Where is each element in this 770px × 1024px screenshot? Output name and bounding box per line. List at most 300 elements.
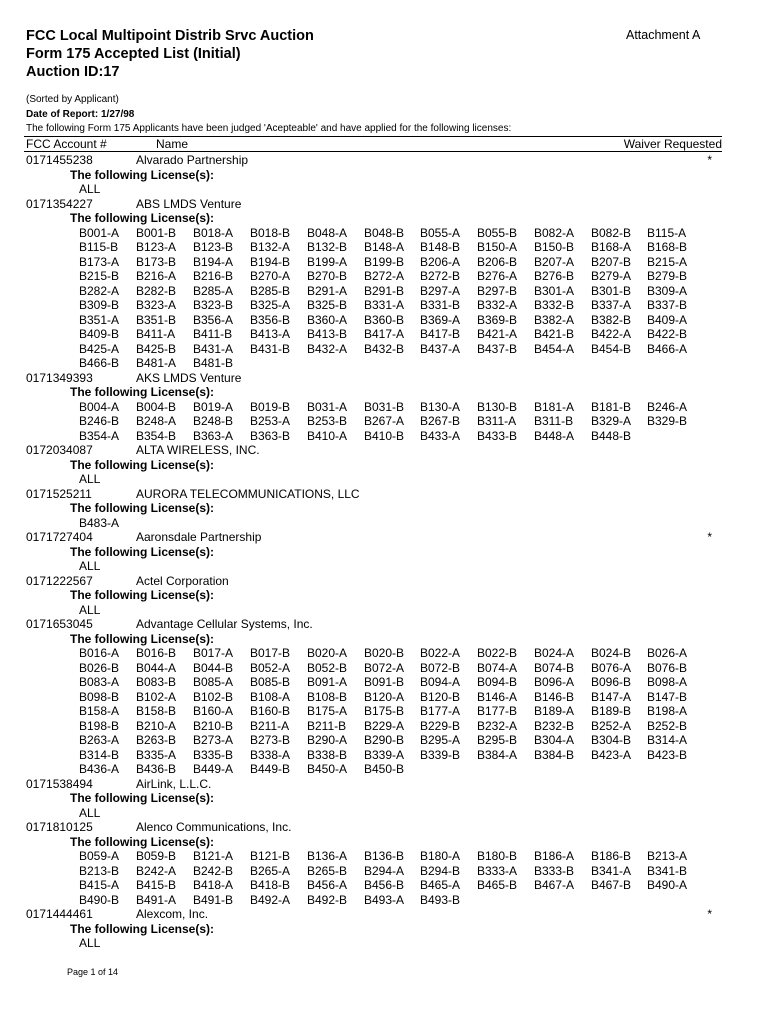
license-code: B341-A	[591, 863, 632, 878]
license-code: B360-A	[307, 312, 348, 327]
license-code: B490-A	[647, 878, 688, 892]
license-row	[26, 226, 722, 241]
applicant-row	[26, 197, 722, 212]
license-code: B177-B	[477, 704, 518, 718]
license-code: B181-B	[591, 399, 632, 414]
license-code: B331-A	[364, 298, 405, 312]
following-licenses-label: The following License(s):	[70, 457, 215, 472]
applicant-name: Actel Corporation	[136, 573, 229, 588]
license-code: B102-B	[193, 689, 234, 704]
license-row	[26, 806, 722, 821]
column-name: Name	[156, 137, 189, 151]
following-licenses-label: The following License(s):	[70, 167, 215, 182]
license-code: B431-A	[193, 341, 234, 356]
license-code: B211-A	[250, 718, 290, 733]
license-row	[26, 414, 722, 429]
license-code: B337-A	[591, 298, 632, 312]
license-code: B356-A	[193, 312, 234, 327]
license-code: B150-B	[534, 240, 575, 254]
license-code: B425-A	[79, 341, 120, 356]
license-code: B291-A	[307, 283, 348, 298]
license-code: B017-B	[250, 646, 291, 660]
license-code: B147-B	[647, 689, 688, 704]
following-licenses-row	[26, 458, 722, 473]
license-code: B044-B	[193, 660, 234, 675]
license-code: B136-A	[307, 849, 348, 863]
license-code: B022-A	[420, 646, 461, 660]
license-code: B490-B	[79, 892, 120, 907]
license-code: B436-B	[136, 762, 177, 776]
license-code: B232-A	[477, 718, 518, 733]
license-code: B363-B	[250, 428, 291, 443]
license-code: B270-A	[250, 269, 291, 283]
license-code: B026-A	[647, 646, 688, 660]
license-code: B232-B	[534, 718, 575, 733]
license-code: B177-A	[420, 704, 461, 718]
following-licenses-row	[26, 211, 722, 226]
license-code: B290-B	[364, 733, 405, 747]
license-code: B108-A	[250, 689, 291, 704]
following-licenses-label: The following License(s):	[70, 834, 215, 849]
license-code: B466-B	[79, 356, 120, 370]
license-code: B186-A	[534, 849, 575, 863]
license-code: B301-B	[591, 283, 632, 298]
applicant-name: ALTA WIRELESS, INC.	[136, 443, 260, 457]
following-licenses-row	[26, 632, 722, 647]
license-code: B311-B	[534, 414, 574, 428]
license-code: B304-B	[591, 733, 632, 747]
title-line-3: Auction ID:17	[26, 64, 120, 80]
license-row	[26, 313, 722, 328]
license-code: B276-A	[477, 269, 518, 283]
license-code: B291-B	[364, 283, 405, 298]
license-code: B425-B	[136, 341, 177, 356]
license-code: B016-A	[79, 646, 120, 660]
license-code: B198-A	[647, 704, 688, 718]
license-row	[26, 182, 722, 197]
license-row	[26, 690, 722, 705]
license-code: B339-B	[420, 747, 461, 762]
license-code: B448-A	[534, 428, 575, 443]
license-code: B160-A	[193, 704, 234, 718]
license-code: B194-B	[250, 254, 291, 269]
license-code: B098-A	[647, 675, 688, 689]
license-code: B418-B	[250, 878, 291, 892]
fcc-account-number: 0172034087	[26, 443, 93, 457]
license-code: B335-B	[193, 747, 234, 762]
header-rule-top	[24, 136, 722, 137]
license-code: B148-A	[364, 240, 405, 254]
waiver-requested-mark: *	[707, 907, 712, 921]
license-code: B130-A	[420, 399, 461, 414]
license-code: B301-A	[534, 283, 575, 298]
license-code: B411-A	[136, 327, 176, 341]
license-row	[26, 356, 722, 371]
license-row	[26, 661, 722, 676]
license-code: B213-A	[647, 849, 688, 863]
license-code: B421-B	[534, 327, 575, 341]
license-code: B415-A	[79, 878, 120, 892]
license-code: B148-B	[420, 240, 461, 254]
license-code: B437-B	[477, 341, 518, 356]
license-code: B369-A	[420, 312, 461, 327]
following-licenses-label: The following License(s):	[70, 544, 215, 559]
license-code: B123-A	[136, 240, 177, 254]
report-description: The following Form 175 Applicants have been judged 'Acepteable' and have applied for the following licenses:	[26, 123, 512, 134]
license-row	[26, 240, 722, 255]
license-row	[26, 327, 722, 342]
license-code: B325-B	[307, 298, 348, 312]
fcc-account-number: 0171810125	[26, 820, 93, 834]
license-code: ALL	[79, 472, 101, 486]
license-code: B229-B	[420, 718, 461, 733]
license-code: B432-A	[307, 341, 348, 356]
license-code: B253-B	[307, 414, 348, 428]
applicant-name: Alenco Communications, Inc.	[136, 820, 292, 834]
license-code: B146-B	[534, 689, 575, 704]
license-code: B108-B	[307, 689, 348, 704]
license-code: B433-A	[420, 428, 461, 443]
license-code: B246-A	[647, 399, 688, 414]
license-code: B297-A	[420, 283, 461, 298]
license-code: B004-A	[79, 399, 120, 414]
fcc-account-number: 0171653045	[26, 617, 93, 631]
license-code: B493-B	[420, 892, 461, 907]
license-code: B072-B	[420, 660, 461, 675]
applicant-row	[26, 530, 722, 545]
license-code: B437-A	[420, 341, 461, 356]
license-code: B048-A	[307, 225, 348, 240]
license-code: B456-B	[364, 878, 405, 892]
sort-note: (Sorted by Applicant)	[26, 94, 119, 105]
license-code: B422-A	[591, 327, 632, 341]
date-of-report: Date of Report: 1/27/98	[26, 109, 135, 120]
license-code: B216-B	[193, 269, 234, 283]
license-code: B263-A	[79, 733, 120, 747]
license-code: B481-B	[193, 356, 234, 370]
applicant-row	[26, 371, 722, 386]
license-code: B146-A	[477, 689, 518, 704]
license-code: B242-B	[193, 863, 234, 878]
license-code: B323-A	[136, 298, 177, 312]
license-code: B252-A	[591, 718, 632, 733]
license-code: B481-A	[136, 356, 177, 370]
license-code: B335-A	[136, 747, 177, 762]
fcc-account-number: 0171349393	[26, 370, 93, 385]
license-code: B206-A	[420, 254, 461, 269]
applicant-name: Advantage Cellular Systems, Inc.	[136, 617, 313, 631]
license-code: B332-B	[534, 298, 575, 312]
applicant-name: AirLink, L.L.C.	[136, 776, 212, 791]
following-licenses-row	[26, 168, 722, 183]
license-row	[26, 429, 722, 444]
license-code: B168-A	[591, 240, 632, 254]
license-code: B339-A	[364, 747, 405, 762]
license-code: ALL	[79, 936, 101, 950]
waiver-requested-mark: *	[707, 153, 712, 167]
license-code: B356-B	[250, 312, 291, 327]
license-code: B055-A	[420, 225, 461, 240]
license-code: B351-A	[79, 312, 120, 327]
license-row	[26, 516, 722, 531]
license-code: B210-A	[136, 718, 177, 733]
fcc-account-number: 0171455238	[26, 153, 93, 167]
license-code: B314-B	[79, 747, 120, 762]
license-code: B019-A	[193, 399, 234, 414]
license-code: B120-A	[364, 689, 405, 704]
applicant-row	[26, 617, 722, 632]
license-code: B413-B	[307, 327, 348, 341]
license-code: B074-B	[534, 660, 575, 675]
following-licenses-row	[26, 835, 722, 850]
license-code: B019-B	[250, 399, 291, 414]
license-code: B263-B	[136, 733, 177, 747]
license-code: B160-B	[250, 704, 291, 718]
title-line-1: FCC Local Multipoint Distrib Srvc Auction	[26, 28, 314, 44]
following-licenses-row	[26, 501, 722, 516]
license-code: B158-B	[136, 704, 177, 718]
applicant-name: Alvarado Partnership	[136, 153, 249, 167]
license-code: B294-B	[420, 863, 461, 878]
applicant-name: ABS LMDS Venture	[136, 196, 242, 211]
applicant-row	[26, 153, 722, 168]
license-code: B421-A	[477, 327, 518, 341]
license-code: B410-A	[307, 428, 348, 443]
license-code: B085-A	[193, 675, 234, 689]
license-code: B094-B	[477, 675, 518, 689]
license-code: B338-A	[250, 747, 291, 762]
following-licenses-label: The following License(s):	[70, 211, 215, 225]
license-code: B083-B	[136, 675, 177, 689]
license-code: B115-B	[79, 240, 119, 254]
page-footer: Page 1 of 14	[67, 967, 119, 977]
license-code: B265-A	[250, 863, 291, 878]
license-row	[26, 762, 722, 777]
license-code: B082-A	[534, 225, 575, 240]
license-code: B150-A	[477, 240, 518, 254]
license-code: B020-B	[364, 646, 405, 660]
license-code: B309-B	[79, 298, 120, 312]
license-code: B121-B	[250, 849, 291, 863]
license-code: B265-B	[307, 863, 348, 878]
license-code: B369-B	[477, 312, 518, 327]
license-code: B246-B	[79, 414, 120, 428]
following-licenses-label: The following License(s):	[70, 588, 215, 602]
following-licenses-label: The following License(s):	[70, 791, 215, 805]
license-code: B294-A	[364, 863, 405, 878]
license-code: B338-B	[307, 747, 348, 762]
license-row	[26, 269, 722, 284]
license-code: B409-B	[79, 327, 120, 341]
license-code: B417-A	[364, 327, 405, 341]
license-row	[26, 400, 722, 415]
license-code: B354-B	[136, 428, 177, 443]
license-code: B309-A	[647, 283, 688, 298]
license-row	[26, 936, 722, 951]
license-row	[26, 748, 722, 763]
license-code: B282-B	[136, 283, 177, 298]
license-code: B076-B	[647, 660, 688, 675]
license-row	[26, 878, 722, 893]
applicant-row	[26, 443, 722, 458]
license-code: B433-B	[477, 428, 518, 443]
license-code: B491-B	[193, 892, 234, 907]
license-code: B130-B	[477, 399, 518, 414]
license-code: B311-A	[477, 414, 517, 428]
column-waiver: Waiver Requested	[623, 137, 722, 151]
report-title	[26, 27, 314, 81]
following-licenses-label: The following License(s):	[70, 631, 215, 646]
license-code: B175-B	[364, 704, 405, 718]
license-code: B432-B	[364, 341, 405, 356]
license-code: B173-B	[136, 254, 177, 269]
license-code: B360-B	[364, 312, 405, 327]
license-code: B467-B	[591, 878, 632, 892]
license-code: B044-A	[136, 660, 177, 675]
license-code: B001-B	[136, 225, 177, 240]
license-code: B096-A	[534, 675, 575, 689]
license-row	[26, 284, 722, 299]
license-code: B417-B	[420, 327, 461, 341]
license-code: B004-B	[136, 399, 177, 414]
license-code: B290-A	[307, 733, 348, 747]
license-code: B285-A	[193, 283, 234, 298]
license-code: B229-A	[364, 718, 405, 733]
license-code: B354-A	[79, 428, 120, 443]
license-code: B329-A	[591, 414, 632, 428]
license-code: B158-A	[79, 704, 120, 718]
license-code: B052-B	[307, 660, 348, 675]
license-code: B115-A	[647, 225, 687, 240]
license-code: ALL	[79, 559, 101, 573]
license-code: B466-A	[647, 341, 688, 356]
license-row	[26, 733, 722, 748]
column-account: FCC Account #	[26, 137, 107, 151]
license-code: B180-A	[420, 849, 461, 863]
license-code: B189-A	[534, 704, 575, 718]
license-row	[26, 603, 722, 618]
license-code: B332-A	[477, 298, 518, 312]
license-code: B450-B	[364, 762, 405, 776]
license-row	[26, 893, 722, 908]
license-code: B409-A	[647, 312, 688, 327]
license-code: B242-A	[136, 863, 177, 878]
license-code: B323-B	[193, 298, 234, 312]
license-code: B022-B	[477, 646, 518, 660]
fcc-account-number: 0171538494	[26, 776, 93, 791]
license-code: B267-B	[420, 414, 461, 428]
license-code: B382-A	[534, 312, 575, 327]
license-code: B285-B	[250, 283, 291, 298]
license-code: B449-A	[193, 762, 234, 776]
license-code: B337-B	[647, 298, 688, 312]
license-code: B304-A	[534, 733, 575, 747]
license-code: B181-A	[534, 399, 575, 414]
attachment-label: Attachment A	[626, 28, 701, 42]
applicant-name: AKS LMDS Venture	[136, 370, 242, 385]
license-code: B186-B	[591, 849, 632, 863]
license-code: B031-A	[307, 399, 348, 414]
license-code: B189-B	[591, 704, 632, 718]
license-code: B215-A	[647, 254, 688, 269]
license-code: B436-A	[79, 762, 120, 776]
title-line-2: Form 175 Accepted List (Initial)	[26, 46, 241, 62]
license-code: B031-B	[364, 399, 405, 414]
license-code: B493-A	[364, 892, 405, 907]
license-code: B273-B	[250, 733, 291, 747]
license-code: B206-B	[477, 254, 518, 269]
license-code: B059-B	[136, 849, 177, 863]
license-code: B020-A	[307, 646, 348, 660]
fcc-account-number: 0171222567	[26, 573, 93, 588]
license-code: B295-B	[477, 733, 518, 747]
applicant-list	[26, 153, 722, 951]
license-code: B207-B	[591, 254, 632, 269]
license-code: B120-B	[420, 689, 461, 704]
license-code: B016-B	[136, 646, 177, 660]
license-code: B273-A	[193, 733, 234, 747]
license-code: B423-A	[591, 747, 632, 762]
license-code: B454-A	[534, 341, 575, 356]
license-row	[26, 864, 722, 879]
license-code: B333-A	[477, 863, 518, 878]
applicant-row	[26, 820, 722, 835]
waiver-requested-mark: *	[707, 530, 712, 544]
license-code: B456-A	[307, 878, 348, 892]
license-code: B121-A	[193, 849, 234, 863]
license-code: B297-B	[477, 283, 518, 298]
license-code: B082-B	[591, 225, 632, 240]
following-licenses-row	[26, 922, 722, 937]
license-code: B295-A	[420, 733, 461, 747]
license-code: ALL	[79, 182, 101, 196]
license-code: B168-B	[647, 240, 688, 254]
applicant-row	[26, 777, 722, 792]
applicant-name: Aaronsdale Partnership	[136, 530, 262, 544]
license-code: B384-B	[534, 747, 575, 762]
license-code: B096-B	[591, 675, 632, 689]
license-code: B418-A	[193, 878, 234, 892]
license-code: B052-A	[250, 660, 291, 675]
license-code: B341-B	[647, 863, 688, 878]
license-code: B270-B	[307, 269, 348, 283]
license-code: B213-B	[79, 863, 120, 878]
following-licenses-label: The following License(s):	[70, 921, 215, 936]
license-code: B248-A	[136, 414, 177, 428]
license-code: B267-A	[364, 414, 405, 428]
license-code: B411-B	[193, 327, 233, 341]
license-code: B147-A	[591, 689, 632, 704]
license-code: B483-A	[79, 515, 120, 530]
license-code: B465-A	[420, 878, 461, 892]
license-code: B252-B	[647, 718, 688, 733]
license-code: B198-B	[79, 718, 120, 733]
license-code: B094-A	[420, 675, 461, 689]
license-code: B314-A	[647, 733, 688, 747]
license-code: B102-A	[136, 689, 177, 704]
license-code: B059-A	[79, 849, 120, 863]
license-code: B072-A	[364, 660, 405, 675]
applicant-row	[26, 487, 722, 502]
license-code: B018-A	[193, 225, 234, 240]
license-code: B211-B	[307, 718, 347, 733]
license-code: B216-A	[136, 269, 177, 283]
license-code: B384-A	[477, 747, 518, 762]
license-code: B048-B	[364, 225, 405, 240]
license-code: B017-A	[193, 646, 234, 660]
license-code: B333-B	[534, 863, 575, 878]
following-licenses-row	[26, 385, 722, 400]
